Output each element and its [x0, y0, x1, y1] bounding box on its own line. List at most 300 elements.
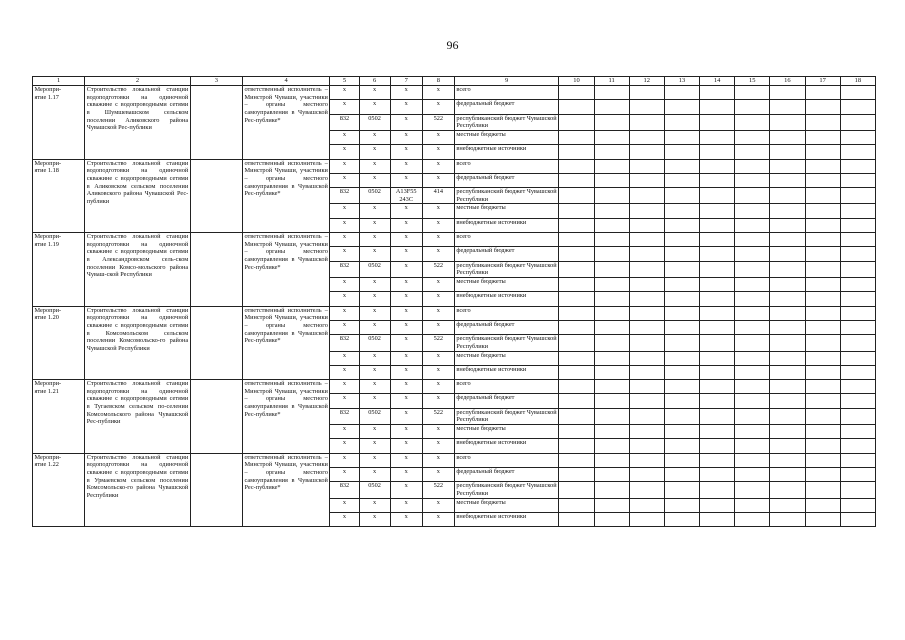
funding-source: внебюджетные источники — [454, 365, 558, 379]
value-cell — [735, 320, 770, 334]
code-target-item: х — [390, 130, 422, 144]
value-cell — [770, 130, 805, 144]
value-cell — [770, 145, 805, 159]
value-cell — [805, 130, 840, 144]
value-cell — [664, 86, 699, 100]
value-cell — [840, 145, 875, 159]
value-cell — [735, 439, 770, 453]
code-section: х — [359, 453, 390, 467]
funding-source: внебюджетные источники — [454, 145, 558, 159]
measure-id: Меропри- ятие 1.20 — [33, 306, 85, 380]
table-row — [33, 380, 876, 394]
value-cell — [840, 86, 875, 100]
value-cell — [629, 365, 664, 379]
value-cell — [770, 233, 805, 247]
value-cell — [735, 173, 770, 187]
funding-source: республиканский бюджет Чувашской Республики — [454, 261, 558, 277]
code-grbs: х — [330, 218, 359, 232]
value-cell — [700, 86, 735, 100]
code-target-item: х — [390, 218, 422, 232]
value-cell — [770, 188, 805, 204]
value-cell — [629, 86, 664, 100]
code-section: х — [359, 173, 390, 187]
measure-id: Меропри- ятие 1.19 — [33, 233, 85, 307]
value-cell — [664, 306, 699, 320]
value-cell — [594, 425, 629, 439]
value-cell — [805, 482, 840, 498]
code-target-item: х — [390, 482, 422, 498]
value-cell — [735, 188, 770, 204]
value-cell — [840, 335, 875, 351]
value-cell — [700, 394, 735, 408]
value-cell — [594, 498, 629, 512]
funding-source: республиканский бюджет Чувашской Республики — [454, 188, 558, 204]
code-expense-type: х — [422, 394, 454, 408]
code-expense-type: х — [422, 100, 454, 114]
value-cell — [664, 408, 699, 424]
code-grbs: 832 — [330, 482, 359, 498]
code-grbs: 832 — [330, 408, 359, 424]
value-cell — [629, 408, 664, 424]
code-target-item: х — [390, 261, 422, 277]
empty-cell — [190, 159, 242, 233]
value-cell — [664, 204, 699, 218]
measure-executor: ответственный исполнитель – Минстрой Чуваши, участники – органы местного самоуправления в Чувашской Рес-публике* — [242, 233, 329, 307]
funding-source: всего — [454, 306, 558, 320]
value-cell — [735, 100, 770, 114]
measure-name: Строительство локальной станции водоподготовки на одиночной скважине с водопроводными сетями в Тугаевском сельском по-селении Комсомольского района Чувашской Рес-публики — [85, 380, 191, 454]
code-expense-type: х — [422, 292, 454, 306]
value-cell — [629, 320, 664, 334]
value-cell — [594, 278, 629, 292]
code-section: 0502 — [359, 114, 390, 130]
value-cell — [629, 218, 664, 232]
value-cell — [805, 278, 840, 292]
value-cell — [840, 100, 875, 114]
value-cell — [594, 439, 629, 453]
header-cell: 11 — [594, 77, 629, 86]
empty-cell — [190, 306, 242, 380]
value-cell — [770, 498, 805, 512]
code-expense-type: х — [422, 380, 454, 394]
funding-source: местные бюджеты — [454, 498, 558, 512]
value-cell — [735, 425, 770, 439]
value-cell — [700, 335, 735, 351]
funding-source: местные бюджеты — [454, 278, 558, 292]
value-cell — [629, 204, 664, 218]
value-cell — [840, 425, 875, 439]
value-cell — [664, 467, 699, 481]
value-cell — [805, 467, 840, 481]
value-cell — [735, 247, 770, 261]
value-cell — [629, 335, 664, 351]
header-cell: 8 — [422, 77, 454, 86]
value-cell — [594, 261, 629, 277]
code-section: х — [359, 365, 390, 379]
funding-source: республиканский бюджет Чувашской Республики — [454, 408, 558, 424]
code-grbs: х — [330, 292, 359, 306]
value-cell — [629, 247, 664, 261]
funding-source: федеральный бюджет — [454, 467, 558, 481]
code-target-item: х — [390, 100, 422, 114]
code-section: х — [359, 292, 390, 306]
value-cell — [735, 86, 770, 100]
value-cell — [629, 512, 664, 526]
measure-executor: ответственный исполнитель – Минстрой Чуваши, участники – органы местного самоуправления в Чувашской Рес-публике* — [242, 86, 329, 160]
value-cell — [770, 306, 805, 320]
code-expense-type: х — [422, 159, 454, 173]
value-cell — [700, 145, 735, 159]
code-target-item: х — [390, 173, 422, 187]
value-cell — [770, 351, 805, 365]
code-target-item: х — [390, 86, 422, 100]
value-cell — [664, 292, 699, 306]
funding-source: всего — [454, 380, 558, 394]
value-cell — [559, 453, 594, 467]
value-cell — [664, 482, 699, 498]
value-cell — [629, 145, 664, 159]
value-cell — [840, 365, 875, 379]
code-expense-type: х — [422, 365, 454, 379]
code-section: 0502 — [359, 482, 390, 498]
code-section: 0502 — [359, 408, 390, 424]
value-cell — [629, 351, 664, 365]
value-cell — [735, 233, 770, 247]
code-grbs: х — [330, 425, 359, 439]
value-cell — [700, 100, 735, 114]
value-cell — [559, 204, 594, 218]
code-expense-type: х — [422, 278, 454, 292]
code-grbs: х — [330, 351, 359, 365]
value-cell — [735, 394, 770, 408]
value-cell — [629, 159, 664, 173]
header-row — [33, 77, 876, 86]
code-grbs: х — [330, 512, 359, 526]
value-cell — [594, 204, 629, 218]
value-cell — [629, 380, 664, 394]
code-grbs: х — [330, 204, 359, 218]
code-expense-type: х — [422, 498, 454, 512]
value-cell — [735, 365, 770, 379]
value-cell — [805, 306, 840, 320]
value-cell — [629, 467, 664, 481]
code-section: 0502 — [359, 335, 390, 351]
value-cell — [700, 247, 735, 261]
value-cell — [735, 159, 770, 173]
value-cell — [735, 453, 770, 467]
code-section: 0502 — [359, 188, 390, 204]
code-target-item: х — [390, 145, 422, 159]
value-cell — [629, 394, 664, 408]
value-cell — [735, 512, 770, 526]
code-target-item: х — [390, 351, 422, 365]
value-cell — [840, 218, 875, 232]
value-cell — [735, 467, 770, 481]
value-cell — [805, 351, 840, 365]
value-cell — [559, 261, 594, 277]
value-cell — [840, 320, 875, 334]
value-cell — [559, 188, 594, 204]
table-row — [33, 453, 876, 467]
value-cell — [805, 335, 840, 351]
value-cell — [700, 114, 735, 130]
value-cell — [770, 467, 805, 481]
value-cell — [594, 100, 629, 114]
value-cell — [805, 408, 840, 424]
code-section: х — [359, 306, 390, 320]
code-expense-type: х — [422, 86, 454, 100]
code-grbs: 832 — [330, 261, 359, 277]
code-target-item: х — [390, 233, 422, 247]
value-cell — [664, 320, 699, 334]
code-section: х — [359, 320, 390, 334]
value-cell — [559, 130, 594, 144]
code-grbs: х — [330, 145, 359, 159]
value-cell — [700, 425, 735, 439]
value-cell — [594, 130, 629, 144]
value-cell — [700, 512, 735, 526]
value-cell — [735, 278, 770, 292]
value-cell — [664, 365, 699, 379]
value-cell — [735, 218, 770, 232]
measure-executor: ответственный исполнитель – Минстрой Чуваши, участники – органы местного самоуправления в Чувашской Рес-публике* — [242, 159, 329, 233]
value-cell — [840, 467, 875, 481]
value-cell — [770, 453, 805, 467]
funding-source: местные бюджеты — [454, 351, 558, 365]
value-cell — [664, 425, 699, 439]
value-cell — [629, 100, 664, 114]
code-grbs: х — [330, 173, 359, 187]
value-cell — [664, 145, 699, 159]
code-expense-type: х — [422, 351, 454, 365]
header-cell: 14 — [700, 77, 735, 86]
value-cell — [840, 278, 875, 292]
code-target-item: х — [390, 320, 422, 334]
value-cell — [629, 261, 664, 277]
value-cell — [840, 498, 875, 512]
code-expense-type: х — [422, 467, 454, 481]
funding-source: федеральный бюджет — [454, 247, 558, 261]
code-expense-type: х — [422, 204, 454, 218]
code-grbs: х — [330, 394, 359, 408]
value-cell — [805, 439, 840, 453]
value-cell — [664, 173, 699, 187]
code-target-item: х — [390, 380, 422, 394]
value-cell — [840, 173, 875, 187]
code-section: х — [359, 467, 390, 481]
value-cell — [700, 130, 735, 144]
value-cell — [664, 159, 699, 173]
header-cell: 4 — [242, 77, 329, 86]
code-target-item: х — [390, 278, 422, 292]
value-cell — [805, 394, 840, 408]
code-expense-type: х — [422, 320, 454, 334]
value-cell — [805, 86, 840, 100]
value-cell — [805, 292, 840, 306]
value-cell — [629, 439, 664, 453]
code-target-item: х — [390, 306, 422, 320]
value-cell — [664, 335, 699, 351]
code-expense-type: х — [422, 439, 454, 453]
value-cell — [805, 204, 840, 218]
code-section: х — [359, 380, 390, 394]
code-section: х — [359, 498, 390, 512]
code-target-item: х — [390, 335, 422, 351]
measure-name: Строительство локальной станции водоподготовки на одиночной скважине с водопроводными сетями в Комсомольском сельском поселении Комсомольско-го района Чувашской Республики — [85, 306, 191, 380]
code-grbs: х — [330, 498, 359, 512]
value-cell — [770, 380, 805, 394]
value-cell — [629, 453, 664, 467]
value-cell — [559, 512, 594, 526]
value-cell — [629, 114, 664, 130]
value-cell — [735, 351, 770, 365]
code-section: х — [359, 512, 390, 526]
code-grbs: х — [330, 320, 359, 334]
value-cell — [594, 335, 629, 351]
funding-source: всего — [454, 233, 558, 247]
value-cell — [629, 292, 664, 306]
value-cell — [664, 351, 699, 365]
code-section: х — [359, 233, 390, 247]
value-cell — [559, 233, 594, 247]
value-cell — [805, 425, 840, 439]
value-cell — [840, 188, 875, 204]
code-section: х — [359, 278, 390, 292]
value-cell — [770, 320, 805, 334]
header-cell: 18 — [840, 77, 875, 86]
measure-name: Строительство локальной станции водоподготовки на одиночной скважине с водопроводными сетями в Александровском сель-ском поселении Комсо-мольского района Чуваш-ской Республики — [85, 233, 191, 307]
value-cell — [559, 351, 594, 365]
value-cell — [664, 233, 699, 247]
value-cell — [559, 86, 594, 100]
empty-cell — [190, 453, 242, 527]
code-target-item: х — [390, 453, 422, 467]
funding-source: местные бюджеты — [454, 130, 558, 144]
header-cell: 17 — [805, 77, 840, 86]
measure-name: Строительство локальной станции водоподготовки на одиночной скважине с водопроводными сетями в Шумшевашском сельском поселении Аликовского района Чувашской Рес-публики — [85, 86, 191, 160]
code-grbs: х — [330, 86, 359, 100]
code-grbs: х — [330, 306, 359, 320]
code-grbs: 832 — [330, 335, 359, 351]
value-cell — [840, 247, 875, 261]
value-cell — [700, 380, 735, 394]
value-cell — [770, 439, 805, 453]
value-cell — [594, 365, 629, 379]
value-cell — [805, 100, 840, 114]
funding-source: внебюджетные источники — [454, 218, 558, 232]
funding-source: федеральный бюджет — [454, 320, 558, 334]
value-cell — [559, 335, 594, 351]
value-cell — [770, 100, 805, 114]
value-cell — [700, 498, 735, 512]
value-cell — [840, 233, 875, 247]
value-cell — [629, 233, 664, 247]
code-expense-type: 414 — [422, 188, 454, 204]
code-section: х — [359, 100, 390, 114]
value-cell — [664, 512, 699, 526]
measure-id: Меропри- ятие 1.21 — [33, 380, 85, 454]
table-row — [33, 86, 876, 100]
value-cell — [770, 247, 805, 261]
code-grbs: х — [330, 380, 359, 394]
value-cell — [559, 218, 594, 232]
value-cell — [735, 482, 770, 498]
value-cell — [770, 335, 805, 351]
value-cell — [559, 394, 594, 408]
value-cell — [664, 130, 699, 144]
value-cell — [664, 498, 699, 512]
value-cell — [805, 365, 840, 379]
value-cell — [594, 247, 629, 261]
value-cell — [735, 408, 770, 424]
value-cell — [700, 482, 735, 498]
measure-name: Строительство локальной станции водоподготовки на одиночной скважине с водопроводными сетями в Урмаевском сельском поселении Комсомольско-го района Чувашской Республики — [85, 453, 191, 527]
value-cell — [629, 482, 664, 498]
value-cell — [664, 247, 699, 261]
code-grbs: х — [330, 159, 359, 173]
value-cell — [594, 351, 629, 365]
value-cell — [594, 188, 629, 204]
value-cell — [735, 145, 770, 159]
value-cell — [594, 467, 629, 481]
value-cell — [700, 365, 735, 379]
value-cell — [559, 100, 594, 114]
code-target-item: х — [390, 498, 422, 512]
code-target-item: х — [390, 425, 422, 439]
value-cell — [840, 114, 875, 130]
value-cell — [770, 408, 805, 424]
value-cell — [594, 394, 629, 408]
value-cell — [629, 306, 664, 320]
value-cell — [559, 380, 594, 394]
code-expense-type: 522 — [422, 482, 454, 498]
header-cell: 1 — [33, 77, 85, 86]
code-section: х — [359, 247, 390, 261]
value-cell — [805, 173, 840, 187]
value-cell — [559, 306, 594, 320]
header-cell: 2 — [85, 77, 191, 86]
header-cell: 3 — [190, 77, 242, 86]
funding-source: внебюджетные источники — [454, 512, 558, 526]
code-section: 0502 — [359, 261, 390, 277]
code-expense-type: х — [422, 233, 454, 247]
value-cell — [594, 173, 629, 187]
value-cell — [594, 292, 629, 306]
header-cell: 16 — [770, 77, 805, 86]
value-cell — [840, 261, 875, 277]
value-cell — [735, 335, 770, 351]
code-expense-type: х — [422, 173, 454, 187]
code-expense-type: х — [422, 453, 454, 467]
page-number: 96 — [446, 38, 459, 52]
value-cell — [770, 204, 805, 218]
value-cell — [559, 439, 594, 453]
code-expense-type: 522 — [422, 114, 454, 130]
funding-source: местные бюджеты — [454, 204, 558, 218]
value-cell — [664, 453, 699, 467]
value-cell — [805, 512, 840, 526]
measure-executor: ответственный исполнитель – Минстрой Чуваши, участники – органы местного самоуправления в Чувашской Рес-публике* — [242, 380, 329, 454]
value-cell — [594, 512, 629, 526]
value-cell — [805, 145, 840, 159]
value-cell — [559, 173, 594, 187]
value-cell — [559, 278, 594, 292]
funding-source: всего — [454, 453, 558, 467]
value-cell — [840, 453, 875, 467]
value-cell — [805, 320, 840, 334]
empty-cell — [190, 86, 242, 160]
code-grbs: х — [330, 439, 359, 453]
